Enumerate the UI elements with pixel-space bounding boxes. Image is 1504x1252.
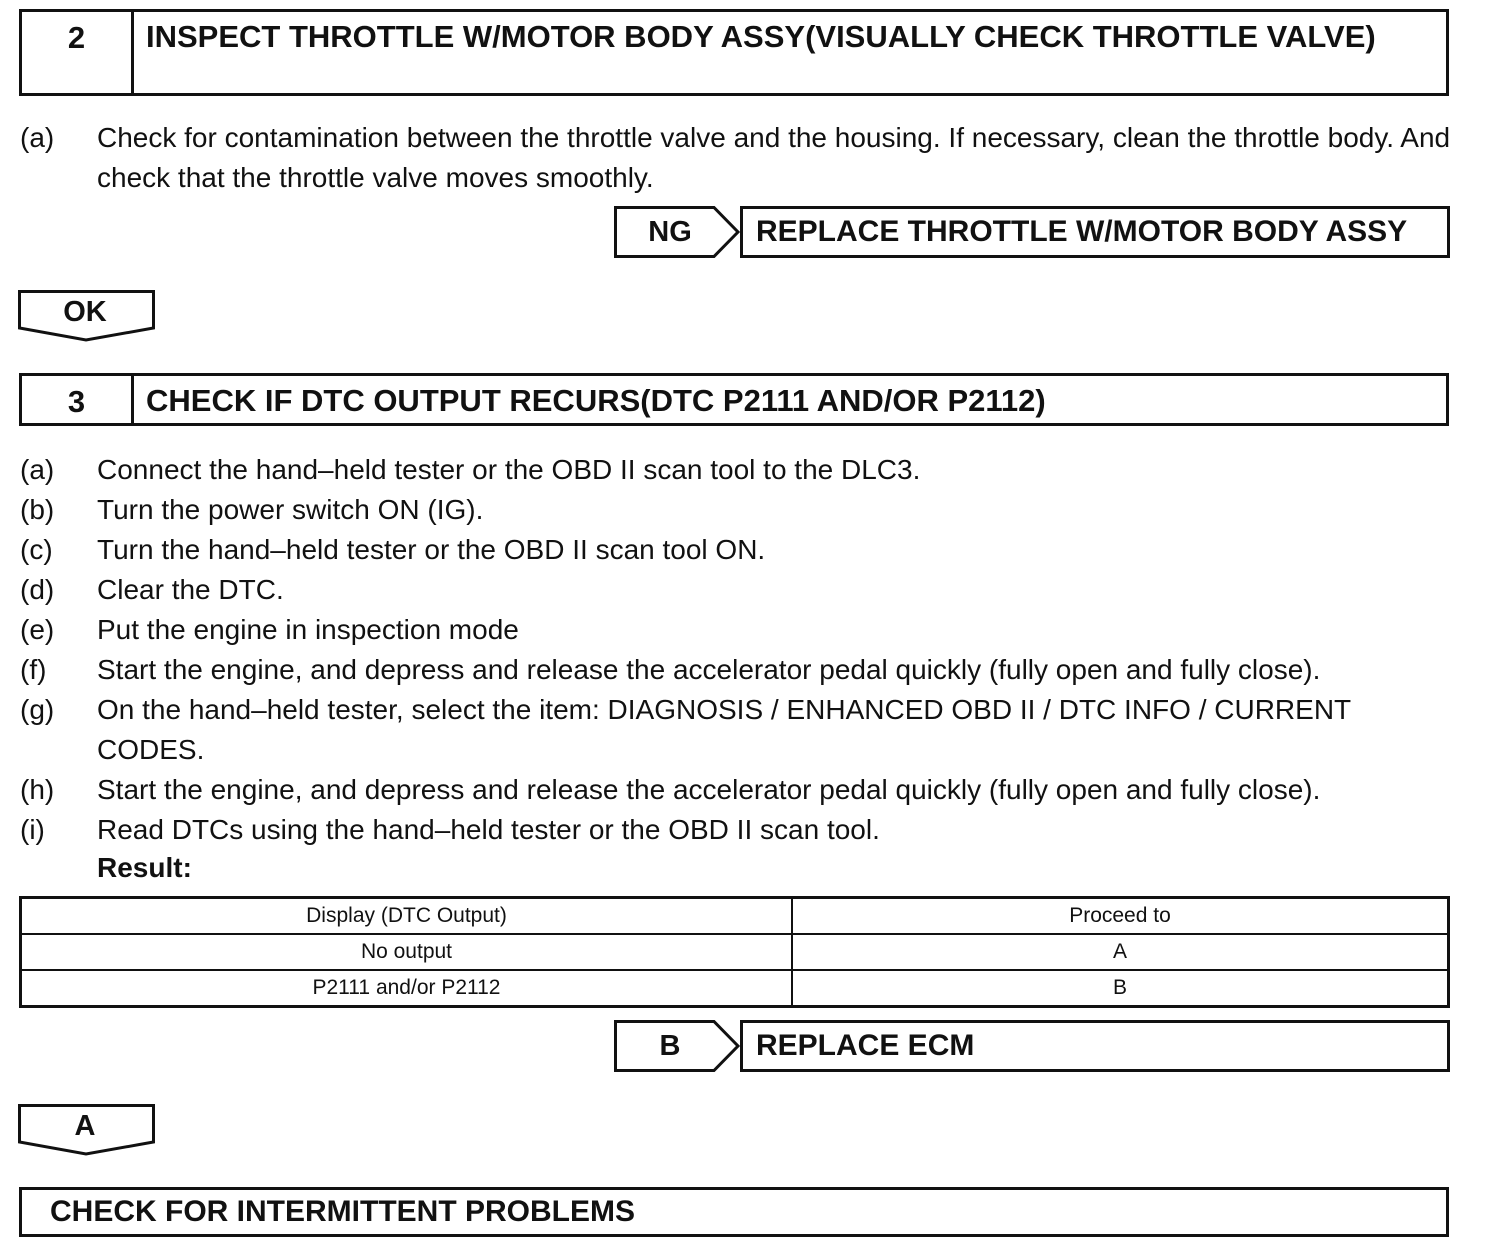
step-2-header (19, 9, 1449, 96)
list-item (20, 690, 1460, 770)
instruction-text: Turn the hand–held tester or the OBD II scan tool ON. (97, 534, 766, 565)
instruction-label: (d) (20, 574, 55, 605)
b-branch (614, 1020, 1450, 1072)
a-branch (18, 1104, 156, 1156)
table-row (21, 934, 1449, 970)
instruction-label: (a) (20, 122, 55, 153)
list-item (20, 450, 1460, 490)
list-item (20, 610, 1460, 650)
list-item (20, 810, 1460, 850)
a-label: A (74, 1110, 96, 1142)
ok-branch (18, 290, 156, 342)
step-3-header (19, 373, 1449, 426)
table-cell: P2111 and/or P2112 (21, 970, 793, 1007)
instruction-label: (e) (20, 614, 55, 645)
ng-branch (614, 206, 1450, 258)
table-header-cell: Proceed to (792, 898, 1449, 935)
list-item (20, 770, 1460, 810)
instruction-label: (c) (20, 534, 53, 565)
table-cell: B (792, 970, 1449, 1007)
step-3-instructions (20, 450, 1460, 850)
instruction-text: Clear the DTC. (97, 574, 284, 605)
instruction-text: Start the engine, and depress and release the accelerator pedal quickly (fully open and fully close). (97, 654, 1321, 685)
list-item (20, 530, 1460, 570)
instruction-text: Start the engine, and depress and release the accelerator pedal quickly (fully open and fully close). (97, 774, 1321, 805)
step-2-number: 2 (22, 12, 134, 93)
list-item (20, 490, 1460, 530)
list-item (20, 570, 1460, 610)
b-label: B (659, 1030, 681, 1062)
instruction-label: (a) (20, 454, 55, 485)
table-row (21, 970, 1449, 1007)
instruction-label: (b) (20, 494, 55, 525)
table-header-cell: Display (DTC Output) (21, 898, 793, 935)
final-action-box: CHECK FOR INTERMITTENT PROBLEMS (19, 1187, 1449, 1237)
instruction-label: (i) (20, 814, 45, 845)
instruction-text: Turn the power switch ON (IG). (97, 494, 484, 525)
b-action-box: REPLACE ECM (740, 1020, 1450, 1072)
instruction-text: On the hand–held tester, select the item: DIAGNOSIS / ENHANCED OBD II / DTC INFO / CURRENT CODES. (97, 694, 1351, 765)
step-3-title: CHECK IF DTC OUTPUT RECURS(DTC P2111 AND/OR P2112) (146, 383, 1046, 418)
table-cell: No output (21, 934, 793, 970)
instruction-label: (g) (20, 694, 55, 725)
instruction-text: Check for contamination between the throttle valve and the housing. If necessary, clean the throttle body. And check that the throttle valve moves smoothly. (97, 122, 1451, 193)
instruction-label: (h) (20, 774, 55, 805)
table-cell: A (792, 934, 1449, 970)
table-header-row (21, 898, 1449, 935)
ok-label: OK (63, 296, 107, 328)
instruction-text: Put the engine in inspection mode (97, 614, 519, 645)
instruction-text: Connect the hand–held tester or the OBD II scan tool to the DLC3. (97, 454, 921, 485)
step-2-title: INSPECT THROTTLE W/MOTOR BODY ASSY(VISUALLY CHECK THROTTLE VALVE) (146, 19, 1376, 54)
instruction-text: Read DTCs using the hand–held tester or the OBD II scan tool. (97, 814, 880, 845)
step-3-number: 3 (22, 376, 134, 423)
ng-label: NG (648, 216, 692, 248)
result-label: Result: (97, 852, 192, 883)
step-2-instructions (20, 118, 1460, 198)
list-item (20, 118, 1460, 198)
instruction-label: (f) (20, 654, 47, 685)
result-table (19, 896, 1450, 1008)
ng-action-box: REPLACE THROTTLE W/MOTOR BODY ASSY (740, 206, 1450, 258)
list-item (20, 650, 1460, 690)
